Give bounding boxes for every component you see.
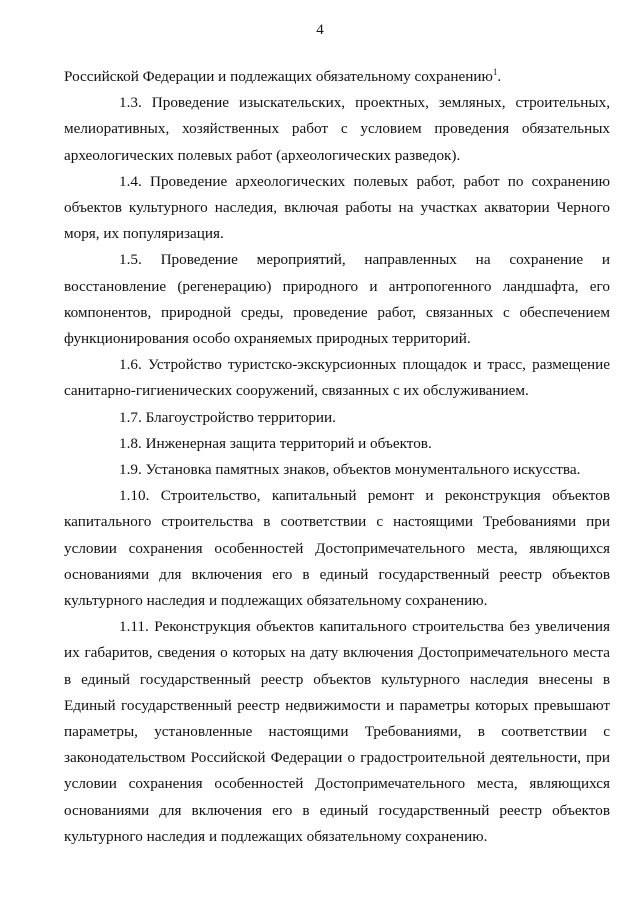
paragraph-1-6: 1.6. Устройство туристско-экскурсионных площадок и трасс, размещение санитарно-гигиенических сооружений, связанных с их обслуживанием. — [64, 356, 610, 400]
page-number: 4 — [316, 22, 324, 38]
paragraph-text: Российской Федерации и подлежащих обязательному сохранению — [64, 68, 493, 85]
paragraph-1-11: 1.11. Реконструкция объектов капитального строительства без увеличения их габаритов, сведения о которых на дату включения Достопримечательного места в единый государственный реестр объектов культурного наследия внесены в Единый государственный реестр недвижимости и параметры которых превышают параметры, установленные настоящими Требованиями, в соответствии с законодательством Российской Федерации о градостроительной деятельности, при условии сохранения особенностей Достопримечательного места, являющихся основаниями для включения его в единый государственный реестр объектов культурного наследия и подлежащих обязательному сохранению. — [64, 618, 610, 845]
paragraph-1-9: 1.9. Установка памятных знаков, объектов монументального искусства. — [119, 461, 581, 479]
paragraph-1-3: 1.3. Проведение изыскательских, проектных, земляных, строительных, мелиоративных, хозяйственных работ с условием проведения обязательных археологических полевых работ (археологических разведок). — [64, 94, 610, 164]
document-body — [64, 64, 610, 850]
paragraph-1-5: 1.5. Проведение мероприятий, направленных на сохранение и восстановление (регенерацию) природного и антропогенного ландшафта, его компонентов, природной среды, проведение работ, связанных с обеспечением функционирования особо охраняемых природных территорий. — [64, 251, 610, 348]
paragraph-1-4: 1.4. Проведение археологических полевых работ, работ по сохранению объектов культурного наследия, включая работы на участках акватории Черного моря, их популяризация. — [64, 172, 610, 243]
paragraph-continuation — [64, 64, 610, 90]
paragraph-tail: . — [497, 68, 502, 85]
paragraph-1-8: 1.8. Инженерная защита территорий и объектов. — [119, 434, 432, 452]
paragraph-1-7: 1.7. Благоустройство территории. — [119, 408, 336, 426]
footnote-marker: 1 — [492, 66, 498, 77]
paragraph-1-10: 1.10. Строительство, капитальный ремонт и реконструкция объектов капитального строительства в соответствии с настоящими Требованиями при условии сохранения особенностей Достопримечательного места, являющихся основаниями для включения его в единый государственный реестр объектов культурного наследия и подлежащих обязательному сохранению. — [64, 487, 610, 610]
